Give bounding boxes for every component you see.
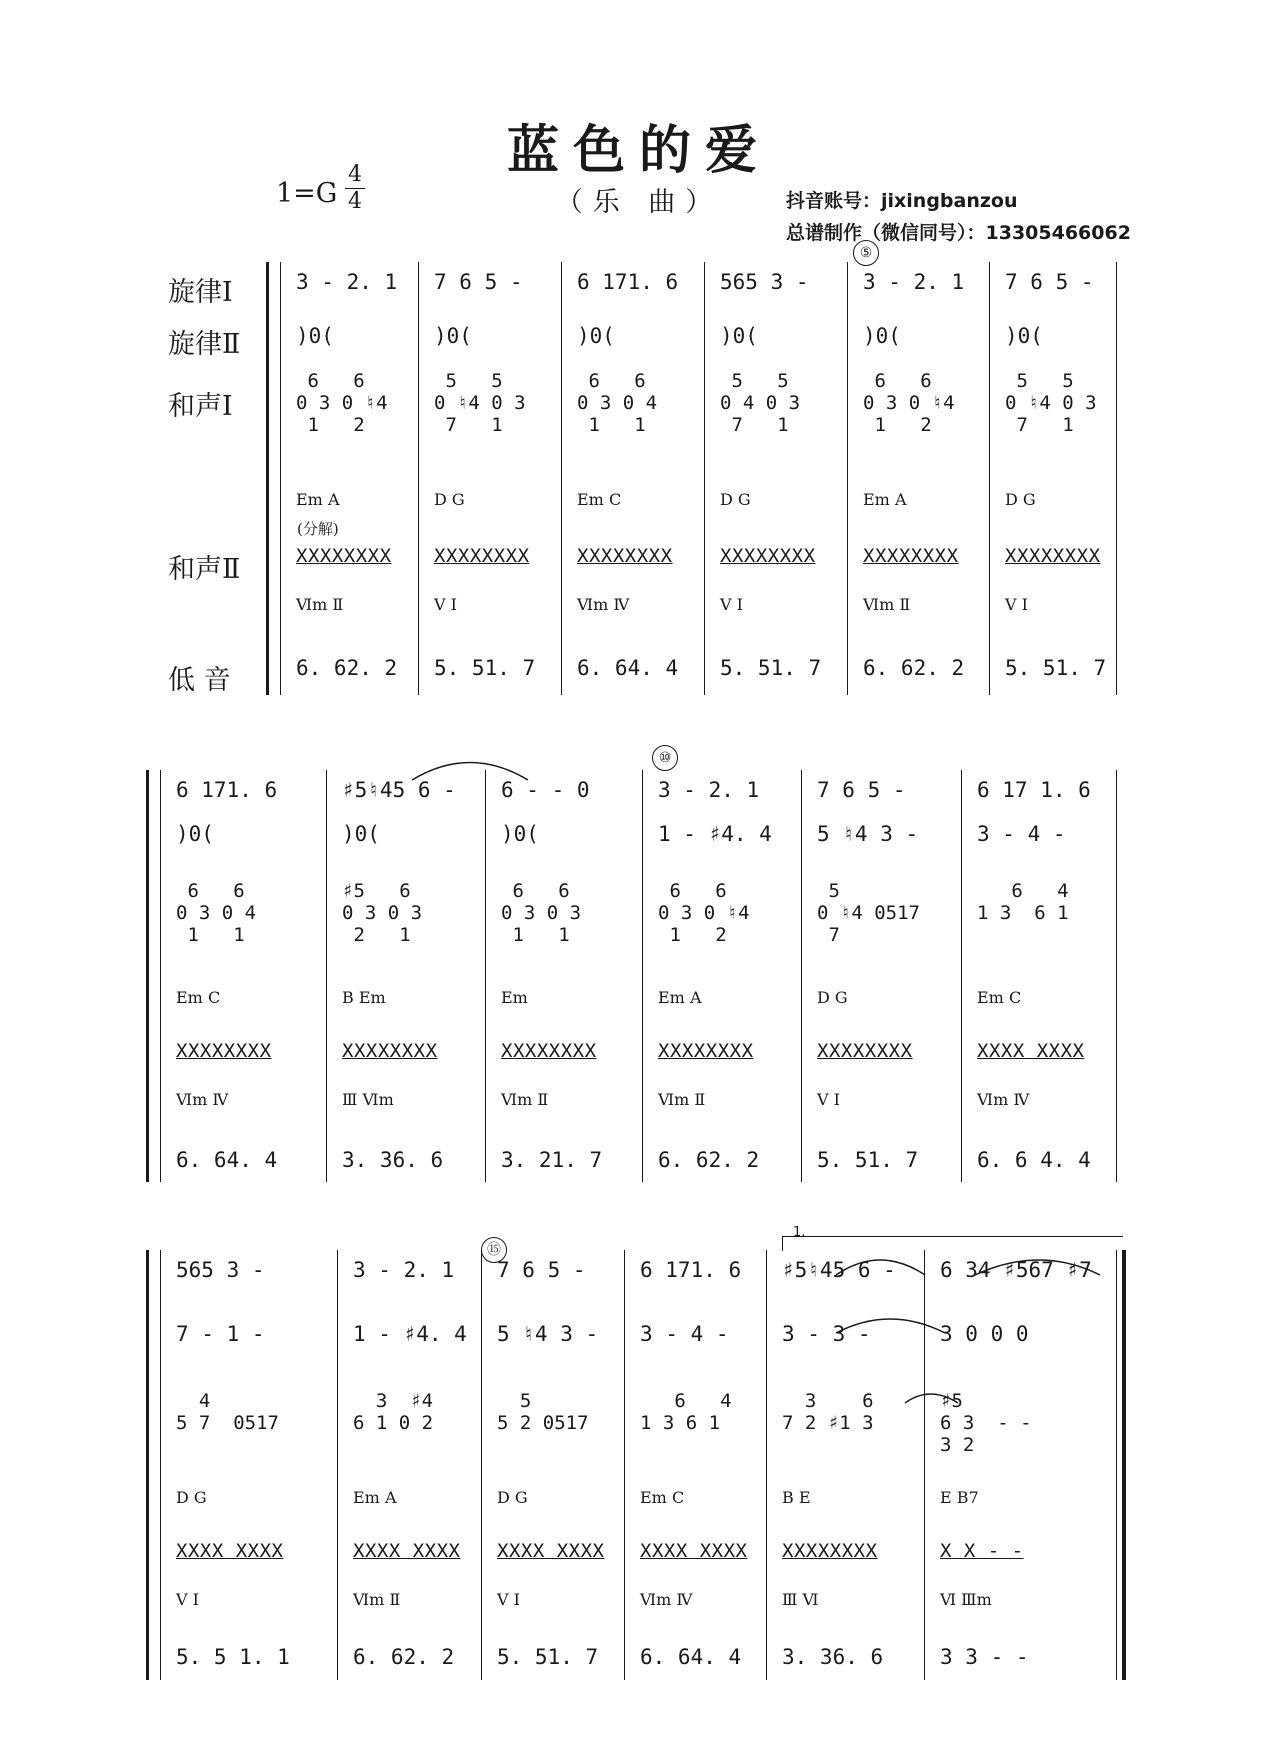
rhythm-pattern: XXXX XXXX xyxy=(176,1540,284,1562)
roman-numeral: Ⅲ Ⅵm xyxy=(342,1090,394,1109)
harmony1-line: 6 6 xyxy=(176,880,245,902)
melody1-notes: 3 - 2. 1 xyxy=(658,778,760,802)
score-title: 蓝色的爱 xyxy=(506,121,771,181)
bass-notes: 6. 62. 2 xyxy=(296,656,398,680)
melody1-notes: 7 6 5 - xyxy=(817,778,906,802)
harmony1-line: 5 5 xyxy=(1005,370,1074,392)
harmony1-line: 6 1 0 2 xyxy=(353,1412,434,1434)
rhythm-pattern: X X - - xyxy=(940,1540,1024,1562)
chord-symbol: Em C xyxy=(577,490,622,509)
harmony1-line: 1 1 xyxy=(176,924,245,946)
slur xyxy=(836,1319,945,1333)
harmony1-line: 5 xyxy=(497,1390,532,1412)
melody2-notes: 1 - ♯4. 4 xyxy=(658,822,772,846)
chord-symbol: D G xyxy=(434,490,465,509)
bass-notes: 3. 21. 7 xyxy=(501,1148,603,1172)
bass-notes: 6. 64. 4 xyxy=(577,656,679,680)
melody1-notes: 6 - - 0 xyxy=(501,778,590,802)
chord-symbol: Em A xyxy=(863,490,907,509)
melody2-notes: )0( xyxy=(296,324,334,348)
harmony1-line: 0 ♮4 0 3 xyxy=(434,392,526,414)
harmony1-line: 5 5 xyxy=(434,370,503,392)
roman-numeral: Ⅵm Ⅳ xyxy=(176,1090,229,1109)
harmony1-line: ♯5 xyxy=(940,1390,963,1412)
melody2-notes: 5 ♮4 3 - xyxy=(817,822,919,846)
slur xyxy=(836,1260,925,1275)
bass-notes: 6. 64. 4 xyxy=(176,1148,278,1172)
chord-symbol: Em A xyxy=(296,490,340,509)
chord-symbol: Em xyxy=(501,988,528,1007)
roman-numeral: Ⅴ Ⅰ xyxy=(817,1090,840,1109)
melody2-notes: )0( xyxy=(501,822,539,846)
harmony1-line: 1 2 xyxy=(863,414,932,436)
rhythm-pattern: XXXXXXXX xyxy=(863,545,959,567)
breakdown-note: (分解) xyxy=(297,520,339,538)
harmony1-line: 6 6 xyxy=(658,880,727,902)
harmony1-line: 4 xyxy=(176,1390,211,1412)
chord-symbol: Em C xyxy=(640,1488,685,1507)
melody1-notes: 6 17 1. 6 xyxy=(977,778,1091,802)
melody1-notes: 7 6 5 - xyxy=(434,270,523,294)
slur xyxy=(905,1394,958,1403)
time-denominator: 4 xyxy=(348,189,362,214)
roman-numeral: Ⅵ Ⅲm xyxy=(940,1590,992,1609)
rhythm-pattern: XXXXXXXX xyxy=(501,1040,597,1062)
rhythm-pattern: XXXXXXXX xyxy=(176,1040,272,1062)
rhythm-pattern: XXXX XXXX xyxy=(977,1040,1085,1062)
roman-numeral: Ⅴ Ⅰ xyxy=(176,1590,199,1609)
chord-symbol: D G xyxy=(720,490,751,509)
rhythm-pattern: XXXXXXXX xyxy=(658,1040,754,1062)
melody2-notes: 5 ♮4 3 - xyxy=(497,1322,599,1346)
rhythm-pattern: XXXXXXXX xyxy=(434,545,530,567)
harmony1-line: 0 3 0 ♮4 xyxy=(296,392,388,414)
slur xyxy=(975,1260,1100,1275)
harmony1-line: 6 4 xyxy=(640,1390,732,1412)
harmony1-line: 3 ♯4 xyxy=(353,1390,434,1412)
harmony1-line: 1 2 xyxy=(296,414,365,436)
credit-arranger: 总谱制作（微信同号）：13305466062 xyxy=(786,222,1131,244)
roman-numeral: Ⅴ Ⅰ xyxy=(1005,595,1028,614)
chord-symbol: Em C xyxy=(176,988,221,1007)
bass-notes: 3. 36. 6 xyxy=(782,1645,884,1669)
rehearsal-mark-15: ⑮ xyxy=(481,1237,507,1263)
roman-numeral: Ⅵm Ⅳ xyxy=(577,595,630,614)
bass-notes: 5. 51. 7 xyxy=(497,1645,599,1669)
harmony1-line: 6 3 - - xyxy=(940,1412,1032,1434)
melody1-notes: 3 - 2. 1 xyxy=(353,1258,455,1282)
roman-numeral: Ⅵm Ⅱ xyxy=(501,1090,549,1109)
harmony1-line: 1 1 xyxy=(501,924,570,946)
melody2-notes: 1 - ♯4. 4 xyxy=(353,1322,467,1346)
harmony1-line: 5 2 0517 xyxy=(497,1412,589,1434)
harmony1-line: 3 2 xyxy=(940,1434,975,1456)
harmony1-line: 5 7 0517 xyxy=(176,1412,279,1434)
harmony1-line: 0 3 0 3 xyxy=(501,902,582,924)
chord-symbol: E B7 xyxy=(940,1488,979,1507)
harmony1-line: 1 2 xyxy=(658,924,727,946)
bass-notes: 5. 5 1. 1 xyxy=(176,1645,290,1669)
melody1-notes: ♯5♮45 6 - xyxy=(342,778,456,802)
melody1-notes: 3 - 2. 1 xyxy=(296,270,398,294)
label-bass: 低 音 xyxy=(168,665,231,696)
melody2-notes: 7 - 1 - xyxy=(176,1322,265,1346)
roman-numeral: Ⅵm Ⅱ xyxy=(296,595,344,614)
harmony1-line: 6 6 xyxy=(296,370,365,392)
rhythm-pattern: XXXXXXXX xyxy=(1005,545,1101,567)
harmony1-line: 7 1 xyxy=(720,414,789,436)
harmony1-line: 2 1 xyxy=(342,924,411,946)
harmony1-line: ♯5 6 xyxy=(342,880,411,902)
harmony1-line: 1 3 6 1 xyxy=(977,902,1069,924)
time-numerator: 4 xyxy=(348,162,362,187)
chord-symbol: Em C xyxy=(977,988,1022,1007)
harmony1-line: 0 ♮4 0517 xyxy=(817,902,920,924)
melody2-notes: )0( xyxy=(342,822,380,846)
harmony1-line: 6 6 xyxy=(863,370,932,392)
harmony1-line: 5 xyxy=(817,880,840,902)
bass-notes: 5. 51. 7 xyxy=(817,1148,919,1172)
rehearsal-mark-10: ⑩ xyxy=(652,745,678,771)
chord-symbol: D G xyxy=(1005,490,1036,509)
rhythm-pattern: XXXXXXXX xyxy=(817,1040,913,1062)
roman-numeral: Ⅴ Ⅰ xyxy=(434,595,457,614)
melody2-notes: )0( xyxy=(176,822,214,846)
label-harmony2: 和声Ⅱ xyxy=(168,554,241,585)
melody2-notes: 3 - 4 - xyxy=(977,822,1066,846)
melody2-notes: 3 - 3 - xyxy=(782,1322,871,1346)
chord-symbol: Em A xyxy=(353,1488,397,1507)
bass-notes: 5. 51. 7 xyxy=(434,656,536,680)
volta-label: 1. xyxy=(793,1225,806,1240)
chord-symbol: B Em xyxy=(342,988,386,1007)
melody1-notes: 6 171. 6 xyxy=(640,1258,742,1282)
score-subtitle: （乐 曲） xyxy=(555,187,723,218)
melody2-notes: )0( xyxy=(720,324,758,348)
harmony1-line: 0 4 0 3 xyxy=(720,392,801,414)
harmony1-line: 0 3 0 4 xyxy=(176,902,257,924)
melody2-notes: )0( xyxy=(1005,324,1043,348)
rhythm-pattern: XXXX XXXX xyxy=(497,1540,605,1562)
harmony1-line: 0 3 0 3 xyxy=(342,902,423,924)
harmony1-line: 6 4 xyxy=(977,880,1069,902)
harmony1-line: 3 6 xyxy=(782,1390,874,1412)
chord-symbol: D G xyxy=(176,1488,207,1507)
roman-numeral: Ⅴ Ⅰ xyxy=(720,595,743,614)
melody1-notes: 7 6 5 - xyxy=(1005,270,1094,294)
melody1-notes: 565 3 - xyxy=(176,1258,265,1282)
bass-notes: 3 3 - - xyxy=(940,1645,1029,1669)
harmony1-line: 0 3 0 4 xyxy=(577,392,658,414)
rhythm-pattern: XXXXXXXX xyxy=(577,545,673,567)
key-signature: 1=G xyxy=(276,178,338,209)
rhythm-pattern: XXXXXXXX xyxy=(342,1040,438,1062)
roman-numeral: Ⅴ Ⅰ xyxy=(497,1590,520,1609)
roman-numeral: Ⅵm Ⅱ xyxy=(658,1090,706,1109)
rhythm-pattern: XXXXXXXX xyxy=(296,545,392,567)
bass-notes: 5. 51. 7 xyxy=(720,656,822,680)
credit-douyin: 抖音账号：jixingbanzou xyxy=(786,190,1018,212)
melody2-notes: )0( xyxy=(577,324,615,348)
roman-numeral: Ⅵm Ⅱ xyxy=(863,595,911,614)
melody1-notes: 6 171. 6 xyxy=(176,778,278,802)
harmony1-line: 7 xyxy=(817,924,840,946)
harmony1-line: 6 6 xyxy=(501,880,570,902)
bass-notes: 6. 62. 2 xyxy=(353,1645,455,1669)
bass-notes: 5. 51. 7 xyxy=(1005,656,1107,680)
roman-numeral: Ⅵm Ⅳ xyxy=(977,1090,1030,1109)
chord-symbol: D G xyxy=(817,988,848,1007)
chord-symbol: Em A xyxy=(658,988,702,1007)
bass-notes: 3. 36. 6 xyxy=(342,1148,444,1172)
rhythm-pattern: XXXXXXXX xyxy=(782,1540,878,1562)
melody2-notes: )0( xyxy=(434,324,472,348)
melody1-notes: 3 - 2. 1 xyxy=(863,270,965,294)
label-harmony1: 和声Ⅰ xyxy=(168,391,233,422)
chord-symbol: B E xyxy=(782,1488,811,1507)
melody2-notes: )0( xyxy=(863,324,901,348)
harmony1-line: 1 3 6 1 xyxy=(640,1412,721,1434)
harmony1-line: 1 1 xyxy=(577,414,646,436)
melody1-notes: ♯5♮45 6 - xyxy=(782,1258,896,1282)
melody2-notes: 3 0 0 0 xyxy=(940,1322,1029,1346)
harmony1-line: 7 1 xyxy=(434,414,503,436)
harmony1-line: 6 6 xyxy=(577,370,646,392)
bass-notes: 6. 62. 2 xyxy=(658,1148,760,1172)
slur xyxy=(412,763,528,781)
harmony1-line: 0 ♮4 0 3 xyxy=(1005,392,1097,414)
rhythm-pattern: XXXX XXXX xyxy=(640,1540,748,1562)
harmony1-line: 7 1 xyxy=(1005,414,1074,436)
chord-symbol: D G xyxy=(497,1488,528,1507)
rhythm-pattern: XXXXXXXX xyxy=(720,545,816,567)
melody1-notes: 6 171. 6 xyxy=(577,270,679,294)
melody1-notes: 6 34 ♯567 ♯7 xyxy=(940,1258,1092,1282)
harmony1-line: 7 2 ♯1 3 xyxy=(782,1412,874,1434)
harmony1-line: 0 3 0 ♮4 xyxy=(658,902,750,924)
rhythm-pattern: XXXX XXXX xyxy=(353,1540,461,1562)
melody2-notes: 3 - 4 - xyxy=(640,1322,729,1346)
roman-numeral: Ⅵm Ⅱ xyxy=(353,1590,401,1609)
bass-notes: 6. 6 4. 4 xyxy=(977,1148,1091,1172)
rehearsal-mark-5: ⑤ xyxy=(853,240,879,266)
roman-numeral: Ⅵm Ⅳ xyxy=(640,1590,693,1609)
bass-notes: 6. 62. 2 xyxy=(863,656,965,680)
bass-notes: 6. 64. 4 xyxy=(640,1645,742,1669)
roman-numeral: Ⅲ Ⅵ xyxy=(782,1590,819,1609)
melody1-notes: 7 6 5 - xyxy=(497,1258,586,1282)
label-melody1: 旋律Ⅰ xyxy=(168,277,233,308)
harmony1-line: 5 5 xyxy=(720,370,789,392)
label-melody2: 旋律Ⅱ xyxy=(168,329,241,360)
harmony1-line: 0 3 0 ♮4 xyxy=(863,392,955,414)
melody1-notes: 565 3 - xyxy=(720,270,809,294)
